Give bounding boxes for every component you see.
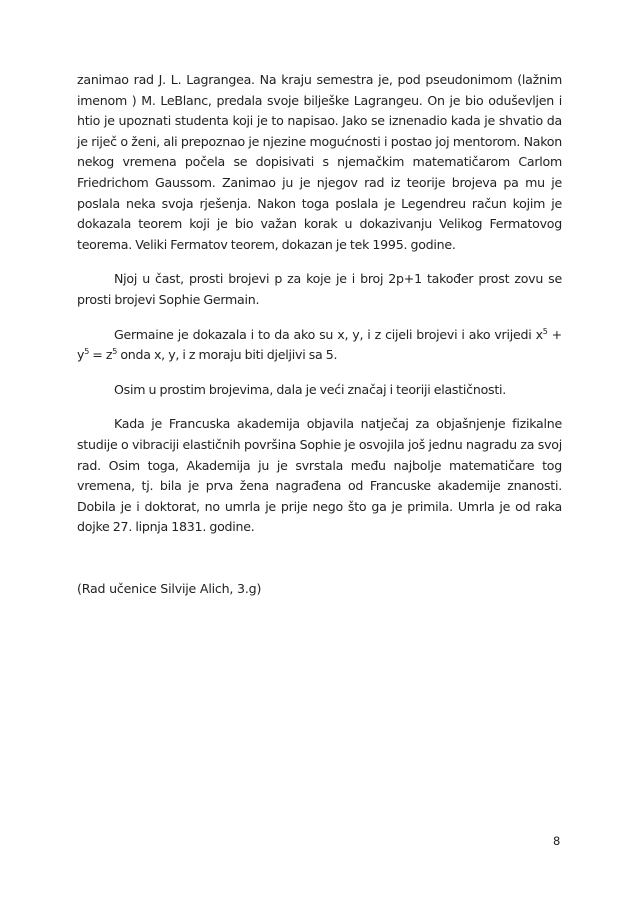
formula-plus: + xyxy=(547,326,562,342)
paragraph-sophie-germain-primes: Njoj u čast, prosti brojevi p za koje je i broj 2p+1 također prost zovu se prosti brojevi Sophie Germain. xyxy=(77,271,562,307)
document-page xyxy=(77,70,562,612)
paragraph-elasticity: Osim u prostim brojevima, dala je veći značaj i teoriji elastičnosti. xyxy=(114,381,507,397)
formula-z-exponent: 5 xyxy=(112,347,118,357)
paragraph-biography: zanimao rad J. L. Lagrangea. Na kraju semestra je, pod pseudonimom (lažnim imenom ) M. LeBlanc, predala svoje bilješke Lagrangeu. On je bio oduševljen i htio je upoznati studenta koji je to napisao. Jako se iznenadio kada je shvatio da je riječ o ženi, ali prepoznao je njezine mogućnosti i postao joj mentorom. Nakon nekog vremena počela se dopisivati s njemačkim matematičarom Carlom Friedrichom Gaussom. Zanimao ju je njegov rad iz teorije brojeva pa mu je poslala neka svoja rješenja. Nakon toga poslala je Legendreu račun kojim je dokazala teorem koji je bio važan korak u dokazivanju Velikog Fermatovog teorema. Veliki Fermatov teorem, dokazan je tek 1995. godine. xyxy=(77,72,562,252)
paragraph-academy-prize: Kada je Francuska akademija objavila natječaj za objašnjenje fizikalne studije o vibraciji elastičnih površina Sophie je osvojila još jednu nagradu za svoj rad. Osim toga, Akademija ju je svrstala među najbolje matematičare tog vremena, tj. bila je prva žena nagrađena od Francuske akademije znanosti. Dobila je i doktorat, no umrla je prije nego što ga je primila. Umrla je od raka dojke 27. lipnja 1831. godine. xyxy=(77,416,562,535)
paragraph-fermat-case xyxy=(77,325,562,366)
formula-x: x xyxy=(535,326,543,342)
formula-x-exponent: 5 xyxy=(542,326,548,336)
formula-intro: Germaine je dokazala i to da ako su x, y, i z cijeli brojevi i ako vrijedi xyxy=(114,326,536,342)
formula-y: y xyxy=(77,347,85,363)
formula-y-exponent: 5 xyxy=(84,347,90,357)
formula-z: z xyxy=(105,347,113,363)
page-number: 8 xyxy=(553,834,561,848)
formula-equals: = xyxy=(89,347,106,363)
author-signature: (Rad učenice Silvije Alich, 3.g) xyxy=(77,580,262,596)
formula-rest: onda x, y, i z moraju biti djeljivi sa 5. xyxy=(117,347,338,363)
